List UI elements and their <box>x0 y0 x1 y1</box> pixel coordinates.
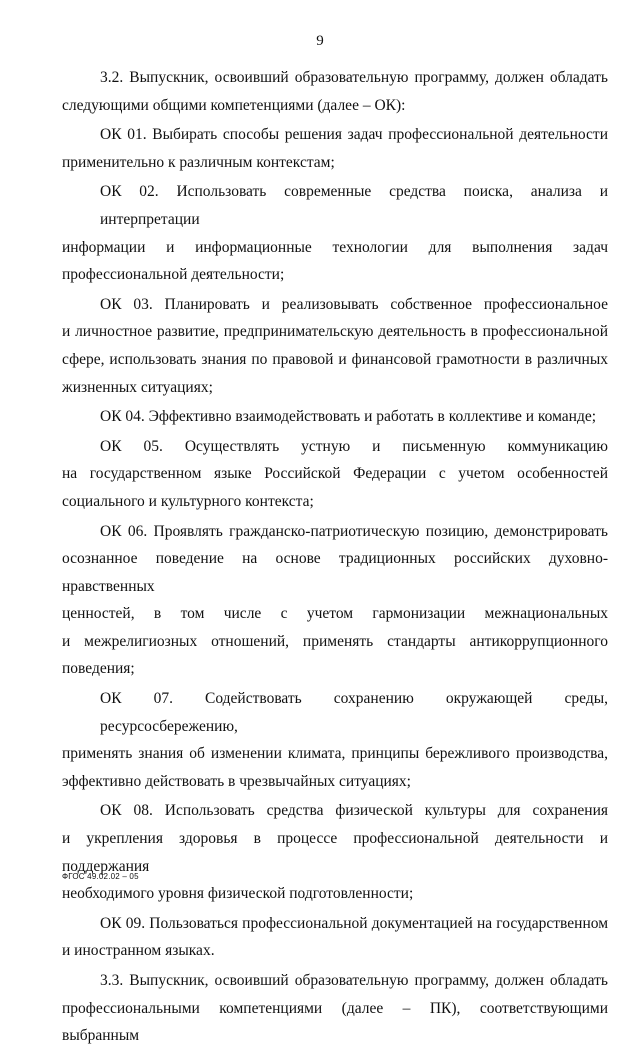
text-line: ОК 04. Эффективно взаимодействовать и работать в коллективе и команде; <box>100 408 597 426</box>
text-line: ОК 03. Планировать и реализовывать собственное профессиональное <box>100 295 608 313</box>
text-line: ОК 02. Использовать современные средства поиска, анализа и интерпретации <box>100 183 608 228</box>
text-line: ОК 07. Содействовать сохранению окружающей среды, ресурсосбережению, <box>100 690 608 735</box>
paragraph-ok-09 <box>62 910 608 965</box>
text-line: ОК 08. Использовать средства физической культуры для сохранения <box>100 802 608 820</box>
paragraph-ok-07 <box>62 685 608 795</box>
text-line: поведения; <box>62 660 135 678</box>
text-line: эффективно действовать в чрезвычайных ситуациях; <box>62 772 411 790</box>
paragraph-ok-06 <box>62 518 608 684</box>
text-line: ОК 06. Проявлять гражданско-патриотическую позицию, демонстрировать <box>100 522 608 540</box>
paragraph-ok-04 <box>62 403 608 431</box>
paragraph-3-3-intro <box>62 967 608 1050</box>
paragraph-3-2-intro <box>62 64 608 119</box>
document-code-footer: ФГОС 49.02.02 – 05 <box>62 872 139 881</box>
text-line: на государственном языке Российской Федерации с учетом особенностей <box>62 465 608 483</box>
text-line: ОК 05. Осуществлять устную и письменную коммуникацию <box>100 437 608 455</box>
text-line: и межрелигиозных отношений, применять стандарты антикоррупционного <box>62 632 608 650</box>
paragraph-ok-02 <box>62 178 608 288</box>
document-body <box>62 64 608 1052</box>
text-line: ценностей, в том числе с учетом гармонизации межнациональных <box>62 605 608 623</box>
text-line: применительно к различным контекстам; <box>62 153 335 171</box>
text-line: ОК 09. Пользоваться профессиональной документацией на государственном <box>100 914 608 932</box>
paragraph-ok-01 <box>62 121 608 176</box>
text-line: 3.3. Выпускник, освоивший образовательную программу, должен обладать <box>100 972 608 989</box>
text-line: профессиональной деятельности; <box>62 266 285 284</box>
paragraph-ok-08 <box>62 797 608 907</box>
text-line: применять знания об изменении климата, принципы бережливого производства, <box>62 745 608 763</box>
text-line: осознанное поведение на основе традиционных российских духовно-нравственных <box>62 550 608 595</box>
text-line: 3.2. Выпускник, освоивший образовательную программу, должен обладать <box>100 69 608 86</box>
text-line: необходимого уровня физической подготовленности; <box>62 885 414 903</box>
text-line: и личностное развитие, предпринимательскую деятельность в профессиональной <box>62 323 608 341</box>
text-line: социального и культурного контекста; <box>62 492 314 510</box>
text-line: информации и информационные технологии для выполнения задач <box>62 238 608 256</box>
text-line: следующими общими компетенциями (далее – ОК): <box>62 96 406 114</box>
text-line: ОК 01. Выбирать способы решения задач профессиональной деятельности <box>100 126 608 144</box>
text-line: и укрепления здоровья в процессе профессиональной деятельности и поддержания <box>62 830 608 875</box>
text-line: жизненных ситуациях; <box>62 378 213 396</box>
text-line: профессиональными компетенциями (далее – ПК), соответствующими выбранным <box>62 999 608 1045</box>
text-line: и иностранном языках. <box>62 942 215 960</box>
text-line: сфере, использовать знания по правовой и финансовой грамотности в различных <box>62 350 608 368</box>
paragraph-ok-03 <box>62 291 608 401</box>
page-number: 9 <box>316 33 324 49</box>
paragraph-ok-05 <box>62 433 608 516</box>
